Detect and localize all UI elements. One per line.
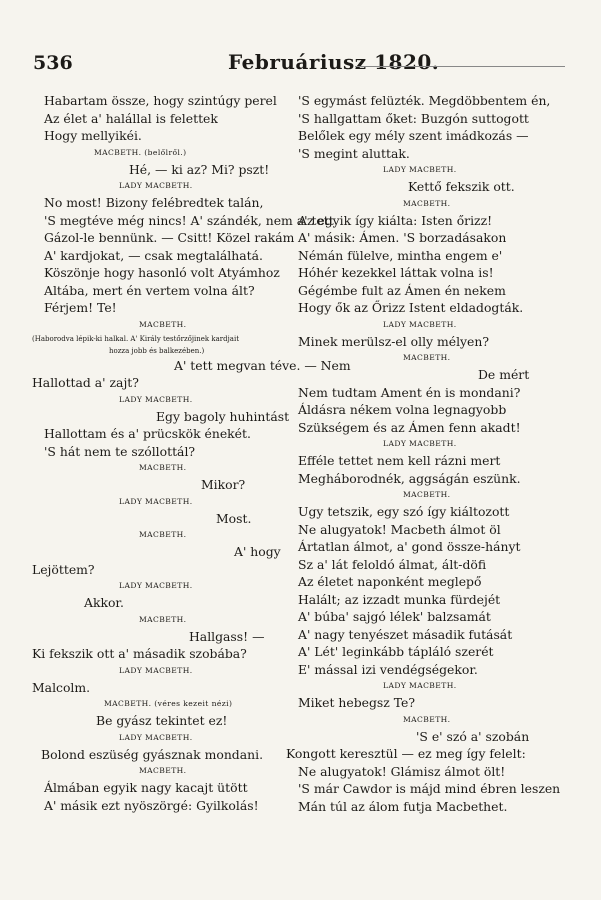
verse-line: Mán túl az álom futja Macbethet.: [298, 798, 508, 814]
speaker-name: LADY MACBETH.: [383, 439, 457, 448]
verse-line: 'S megtéve még nincs! A' szándék, nem a' tett: [44, 212, 334, 228]
verse-line: Hallgass! —: [189, 628, 265, 644]
verse-line: 'S már Cawdor is májd mind ébren leszen: [298, 781, 561, 796]
verse-line: 'S e' szó a' szobán: [416, 728, 530, 744]
verse-line: Némán fülelve, mintha engem e': [298, 247, 503, 263]
verse-line: A' tett megvan téve. — Nem: [174, 357, 351, 373]
verse-line: Most.: [216, 510, 252, 526]
speaker-name: MACBETH.: [139, 614, 187, 624]
verse-line: Lejöttem?: [32, 561, 95, 577]
verse-line: Gázol-le bennünk. — Csitt! Közel rakám: [44, 230, 295, 245]
stage-direction: hozza jobb és balkezében.): [109, 346, 205, 355]
verse-line: Hé, — ki az? Mi? pszt!: [129, 161, 270, 177]
verse-line: Bolond eszüség gyásznak mondani.: [41, 746, 264, 762]
speaker-name: LADY MACBETH.: [383, 165, 457, 174]
speaker-name: MACBETH. (véres kezeit nézi): [104, 699, 233, 708]
verse-line: A' kardjokat, — csak megtalálhatá.: [44, 247, 263, 263]
verse-line: 'S hallgattam őket: Buzgón suttogott: [298, 110, 529, 126]
speaker-name: MACBETH.: [139, 766, 187, 775]
speaker-name: MACBETH.: [403, 714, 451, 724]
verse-line: A' másik: Ámen. 'S borzadásakon: [298, 230, 507, 245]
speaker-name: LADY MACBETH.: [119, 181, 193, 190]
page-number: 536: [33, 52, 73, 74]
speaker-name: LADY MACBETH.: [119, 665, 193, 675]
verse-line: Az életet naponként meglepő: [298, 574, 482, 589]
verse-line: Az egyik így kiálta: Isten őrizz!: [298, 212, 493, 228]
verse-line: A' másik ezt nyöszörgé: Gyilkolás!: [44, 797, 259, 813]
running-header-title: Februáriusz 1820.: [228, 50, 440, 74]
header-rule: [355, 66, 565, 67]
verse-line: Halált; az izzadt munka fürdejét: [298, 591, 501, 607]
verse-line: 'S hát nem te szóllottál?: [44, 443, 196, 459]
verse-line: Köszönje hogy hasonló volt Atyámhoz: [44, 265, 280, 280]
verse-line: Minek merülsz-el olly mélyen?: [298, 333, 489, 349]
left-text-column: [32, 92, 351, 814]
verse-line: Hallottam és a' prücskök énekét.: [44, 426, 251, 441]
verse-line: Hogy mellyikéi.: [44, 128, 142, 143]
verse-line: Malcolm.: [32, 679, 91, 695]
speaker-name: LADY MACBETH.: [119, 496, 193, 506]
speaker-name: MACBETH.: [139, 530, 187, 539]
verse-line: A' Lét' leginkább tápláló szerét: [298, 644, 494, 659]
verse-line: Kongott keresztül — ez meg így felelt:: [286, 746, 526, 761]
verse-line: Ártatlan álmot, a' gond össze-hányt: [298, 539, 521, 554]
speaker-name: LADY MACBETH.: [119, 732, 193, 742]
verse-line: De mért: [478, 367, 530, 382]
verse-line: A' hogy: [234, 544, 281, 559]
verse-line: 'S egymást felüzték. Megdöbbentem én,: [298, 93, 551, 108]
verse-line: Ki fekszik ott a' másadik szobába?: [32, 646, 247, 661]
verse-line: Mikor?: [201, 477, 246, 492]
verse-line: Ne alugyatok! Macbeth álmot öl: [298, 521, 501, 537]
verse-line: A' búba' sajgó lélek' balzsamát: [298, 609, 491, 624]
verse-line: Megháborodnék, aggságán eszünk.: [298, 470, 521, 486]
verse-line: A' nagy tenyészet másadik futását: [298, 626, 513, 642]
verse-line: Hogy ők az Őrizz Istent eldadogták.: [298, 300, 524, 315]
speaker-name: LADY MACBETH.: [119, 394, 193, 404]
verse-line: Akkor.: [84, 595, 124, 610]
verse-line: Férjem! Te!: [44, 300, 117, 315]
speaker-name: LADY MACBETH.: [383, 319, 457, 329]
speaker-name: MACBETH. (belőlről.): [94, 147, 187, 157]
verse-line: Altába, mert én vertem volna ált?: [44, 282, 255, 298]
speaker-name: MACBETH.: [139, 319, 187, 329]
verse-line: Ne alugyatok! Glámisz álmot ölt!: [298, 763, 506, 779]
verse-line: Hóhér kezekkel láttak volna is!: [298, 265, 494, 280]
stage-direction: (Haborodva lépik-ki halkal. A' Király testőrzőjinek kardjait: [32, 334, 240, 343]
verse-line: Szükségem és az Ámen fenn akadt!: [298, 419, 521, 435]
verse-line: Álmában egyik nagy kacajt ütött: [44, 780, 248, 795]
verse-line: Habartam össze, hogy szintúgy perel: [44, 93, 277, 108]
verse-line: Miket hebegsz Te?: [298, 695, 416, 710]
verse-line: Gégémbe fult az Ámen én nekem: [298, 282, 506, 298]
verse-line: Kettő fekszik ott.: [408, 179, 515, 194]
speaker-name: MACBETH.: [139, 463, 187, 472]
verse-line: Efféle tettet nem kell rázni mert: [298, 453, 501, 468]
speaker-name: MACBETH.: [403, 353, 451, 362]
verse-line: Hallottad a' zajt?: [32, 375, 139, 390]
verse-line: Be gyász tekintet ez!: [96, 713, 228, 728]
verse-line: Egy bagoly huhintást: [156, 408, 290, 424]
verse-line: Ugy tetszik, egy szó így kiáltozott: [298, 504, 510, 519]
verse-line: No most! Bizony felébredtek talán,: [44, 195, 264, 210]
verse-line: Áldásra nékem volna legnagyobb: [298, 402, 507, 417]
right-text-column: [286, 92, 561, 815]
speaker-name: LADY MACBETH.: [383, 681, 457, 690]
verse-line: Sz a' lát feloldó álmat, ált-döfi: [298, 556, 487, 572]
speaker-name: MACBETH.: [403, 490, 451, 499]
verse-line: Belőlek egy mély szent imádkozás —: [298, 128, 529, 143]
verse-line: 'S megint aluttak.: [298, 145, 410, 161]
verse-line: Nem tudtam Ament én is mondani?: [298, 384, 521, 400]
speaker-name: LADY MACBETH.: [119, 581, 193, 590]
verse-line: Az élet a' halállal is felettek: [44, 110, 218, 126]
speaker-name: MACBETH.: [403, 198, 451, 208]
verse-line: E' mással izi vendégségekor.: [298, 661, 478, 677]
